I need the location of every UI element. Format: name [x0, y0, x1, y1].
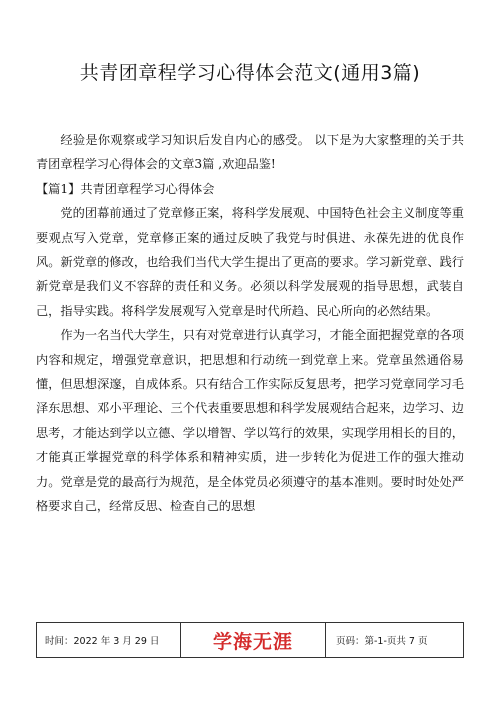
- section-heading: 【篇1】共青团章程学习心得体会: [36, 181, 215, 196]
- footer-date: 时间：2022 年 3 月 29 日: [37, 623, 181, 657]
- intro-paragraph: 经验是你观察或学习知识后发自内心的感受。 以下是为大家整理的关于共青团章程学习心得体会的文章3篇 ,欢迎品鉴!: [36, 133, 464, 172]
- page-footer: [36, 622, 464, 658]
- body-paragraph-1: 党的团幕前通过了党章修正案，将科学发展观、中国特色社会主义制度等重要观点写入党章，党章修正案的通过反映了我党与时俱进、永葆先进的优良作风。新党章的修改，也给我们当代大学生提出了更高的要求。学习新党章、践行新党章是我们义不容辞的责任和义务。必须以科学发展观的指导思想，武装自己，指导实践。将科学发展观写入党章是时代所趋、民心所向的必然结果。: [36, 206, 464, 318]
- document-body: [36, 128, 464, 519]
- brand-logo-text: 学海无涯: [212, 630, 293, 653]
- body-paragraph-2: 作为一名当代大学生，只有对党章进行认真学习，才能全面把握党章的各项内容和规定，增强党章意识，把思想和行动统一到党章上来。党章虽然通俗易懂，但思想深邃，自成体系。只有结合工作实际反复思考，把学习党章同学习毛泽东思想、邓小平理论、三个代表重要思想和科学发展观结合起来，边学习、边思考，才能达到学以立德、学以增智、学以笃行的效果，实现学用相长的目的，才能真正掌握党章的科学体系和精神实质，进一步转化为促进工作的强大推动力。党章是党的最高行为规范，是全体党员必须遵守的基本准则。要时时处处严格要求自己，经常反思、检查自己的思想: [36, 328, 464, 514]
- page-title: 共青团章程学习心得体会范文(通用3篇): [79, 62, 421, 84]
- footer-brand-cell: [181, 623, 325, 657]
- footer-page-number: 页码：第-1-页共 7 页: [325, 623, 463, 657]
